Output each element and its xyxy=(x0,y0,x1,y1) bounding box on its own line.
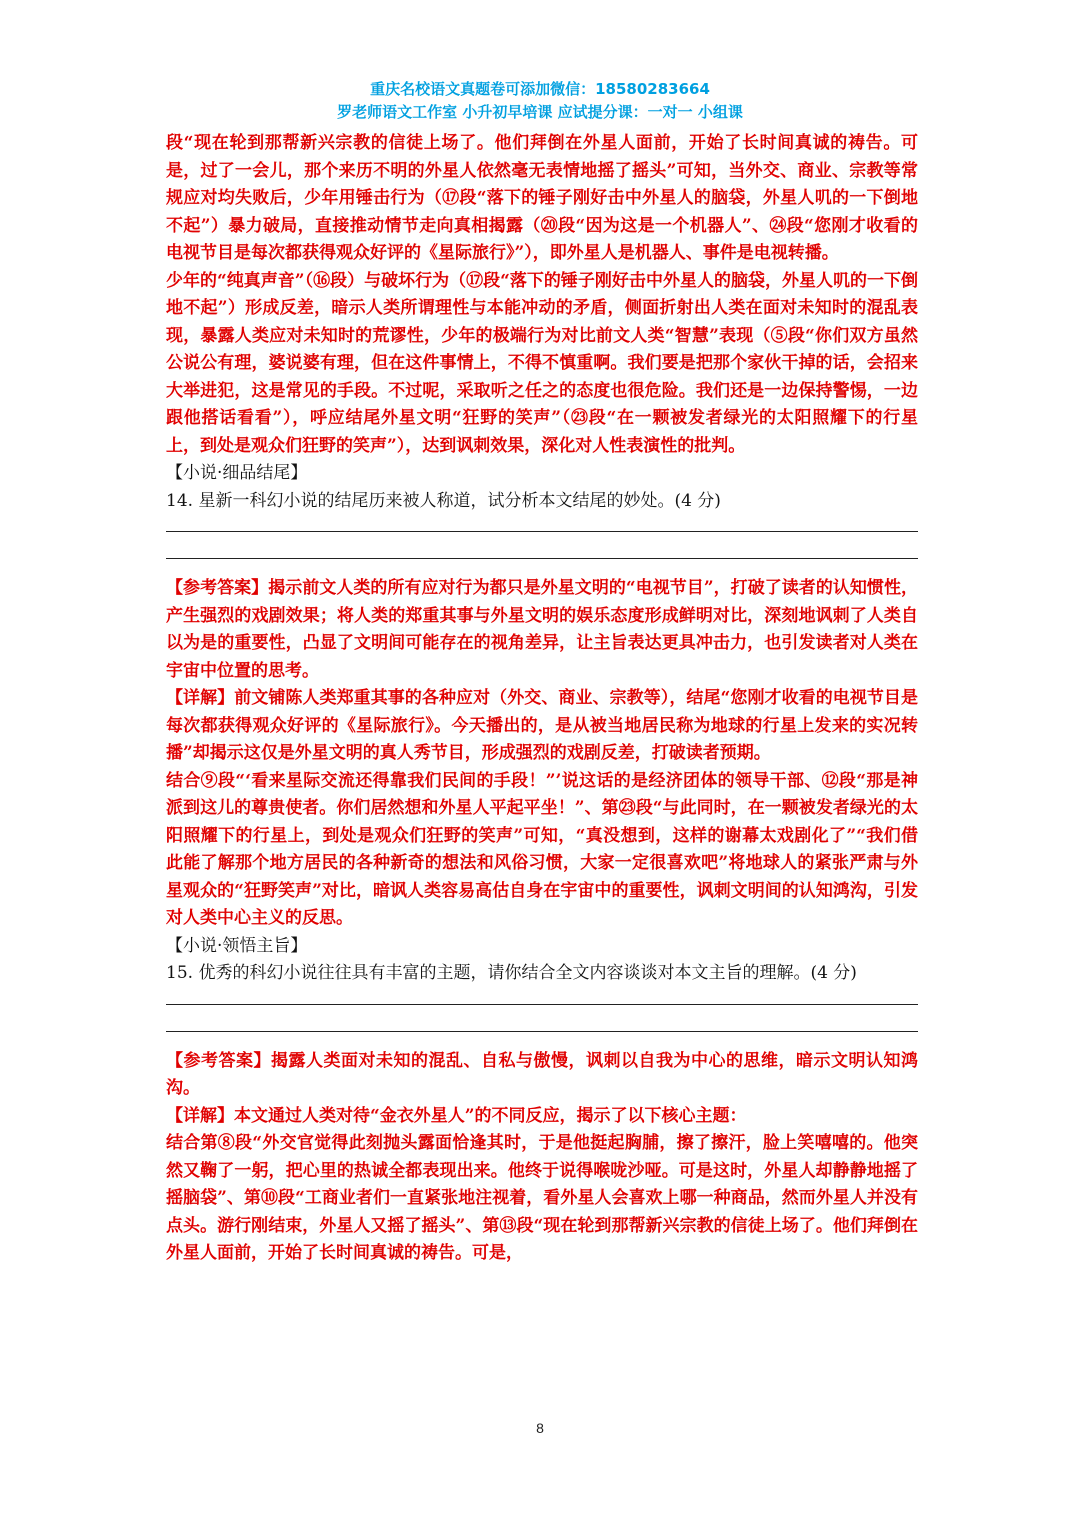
page-number: 8 xyxy=(536,1420,544,1436)
detail-text: 本文通过人类对待“金衣外星人”的不同反应，揭示了以下核心主题： xyxy=(234,1105,747,1126)
header-contact-line: 重庆名校语文真题卷可添加微信：18580283664 xyxy=(370,80,710,98)
detail-explanation xyxy=(166,1103,918,1131)
detail-text: 前文铺陈人类郑重其事的各种应对（外交、商业、宗教等），结尾“您刚才收看的电视节目是每次都获得观众好评的《星际旅行》。今天播出的，是从被当地居民称为地球的行星上发来的实况转播”却揭示这仅是外星文明的真人秀节目，形成强烈的戏剧反差，打破读者预期。 xyxy=(166,688,918,763)
detail-explanation: 结合第⑧段“外交官觉得此刻抛头露面恰逢其时，于是他挺起胸脯，擦了擦汗，脸上笑嘻嘻的。他突然又鞠了一躬，把心里的热诚全都表现出来。他终于说得喉咙沙哑。可是这时，外星人却静静地摇了摇脑袋”、第⑩段“工商业者们一直紧张地注视着，看外星人会喜欢上哪一种商品，然而外星人并没有点头。游行刚结束，外星人又摇了摇头”、第⑬段“现在轮到那帮新兴宗教的信徒上场了。他们拜倒在外星人面前，开始了长时间真诚的祷告。可是， xyxy=(166,1133,918,1263)
section-label: 【小说·领悟主旨】 xyxy=(166,935,308,956)
reference-answer xyxy=(166,575,918,685)
answer-text: 揭露人类面对未知的混乱、自私与傲慢，讽刺以自我为中心的思维，暗示文明认知鸿沟。 xyxy=(166,1050,918,1098)
question-15: 15. 优秀的科幻小说往往具有丰富的主题，请你结合全文内容谈谈对本文主旨的理解。(4 分) xyxy=(166,963,857,983)
detail-label: 【详解】 xyxy=(166,1105,234,1126)
header-studio-line: 罗老师语文工作室 小升初早培课 应试提分课：一对一 小组课 xyxy=(337,103,743,121)
answer-text: 揭示前文人类的所有应对行为都只是外星文明的“电视节目”，打破了读者的认知惯性，产生强烈的戏剧效果；将人类的郑重其事与外星文明的娱乐态度形成鲜明对比，深刻地讽刺了人类自以为是的重要性，凸显了文明间可能存在的视角差异，让主旨表达更具冲击力，也引发读者对人类在宇宙中位置的思考。 xyxy=(166,578,918,681)
analysis-paragraph: 段“现在轮到那帮新兴宗教的信徒上场了。他们拜倒在外星人面前，开始了长时间真诚的祷告。可是，过了一会儿，那个来历不明的外星人依然毫无表情地摇了摇头”可知，当外交、商业、宗教等常规应对均失败后，少年用锤击行为（⑰段“落下的锤子刚好击中外星人的脑袋，外星人叽的一下倒地不起”）暴力破局，直接推动情节走向真相揭露（⑳段“因为这是一个机器人”、㉔段“您刚才收看的电视节目是每次都获得观众好评的《星际旅行》”），即外星人是机器人、事件是电视转播。 xyxy=(166,133,918,263)
section-label: 【小说·细品结尾】 xyxy=(166,463,308,483)
analysis-paragraph: 少年的“纯真声音”（⑯段）与破坏行为（⑰段“落下的锤子刚好击中外星人的脑袋，外星人叽的一下倒地不起”）形成反差，暗示人类所谓理性与本能冲动的矛盾，侧面折射出人类在面对未知时的混乱表现，暴露人类应对未知时的荒谬性，少年的极端行为对比前文人类“智慧”表现（⑤段“你们双方虽然公说公有理，婆说婆有理，但在这件事情上，不得不慎重啊。我们要是把那个家伙干掉的话，会招来大举进犯，这是常见的手段。不过呢，采取听之任之的态度也很危险。我们还是一边保持警惕，一边跟他搭话看看”），呼应结尾外星文明“狂野的笑声”（㉓段“在一颗被发者绿光的太阳照耀下的行星上，到处是观众们狂野的笑声”），达到讽刺效果，深化对人性表演性的批判。 xyxy=(166,270,918,456)
detail-explanation xyxy=(166,685,918,768)
answer-label: 【参考答案】 xyxy=(166,578,269,598)
question-14: 14. 星新一科幻小说的结尾历来被人称道，试分析本文结尾的妙处。(4 分) xyxy=(166,490,721,511)
reference-answer xyxy=(166,1048,918,1103)
answer-label: 【参考答案】 xyxy=(166,1050,271,1071)
detail-label: 【详解】 xyxy=(166,688,235,708)
detail-explanation: 结合⑨段“‘看来星际交流还得靠我们民间的手段！”’说这话的是经济团体的领导干部、⑫段“那是神派到这儿的尊贵使者。你们居然想和外星人平起平坐！”、第㉓段“与此同时，在一颗被发者绿光的太阳照耀下的行星上，到处是观众们狂野的笑声”可知，“真没想到，这样的谢幕太戏剧化了”“我们借此能了解那个地方居民的各种新奇的想法和风俗习惯，大家一定很喜欢吧”将地球人的紧张严肃与外星观众的“狂野笑声”对比，暗讽人类容易高估自身在宇宙中的重要性，讽刺文明间的认知鸿沟，引发对人类中心主义的反思。 xyxy=(166,770,918,928)
page-header xyxy=(0,78,1080,124)
document-body xyxy=(166,130,918,1268)
